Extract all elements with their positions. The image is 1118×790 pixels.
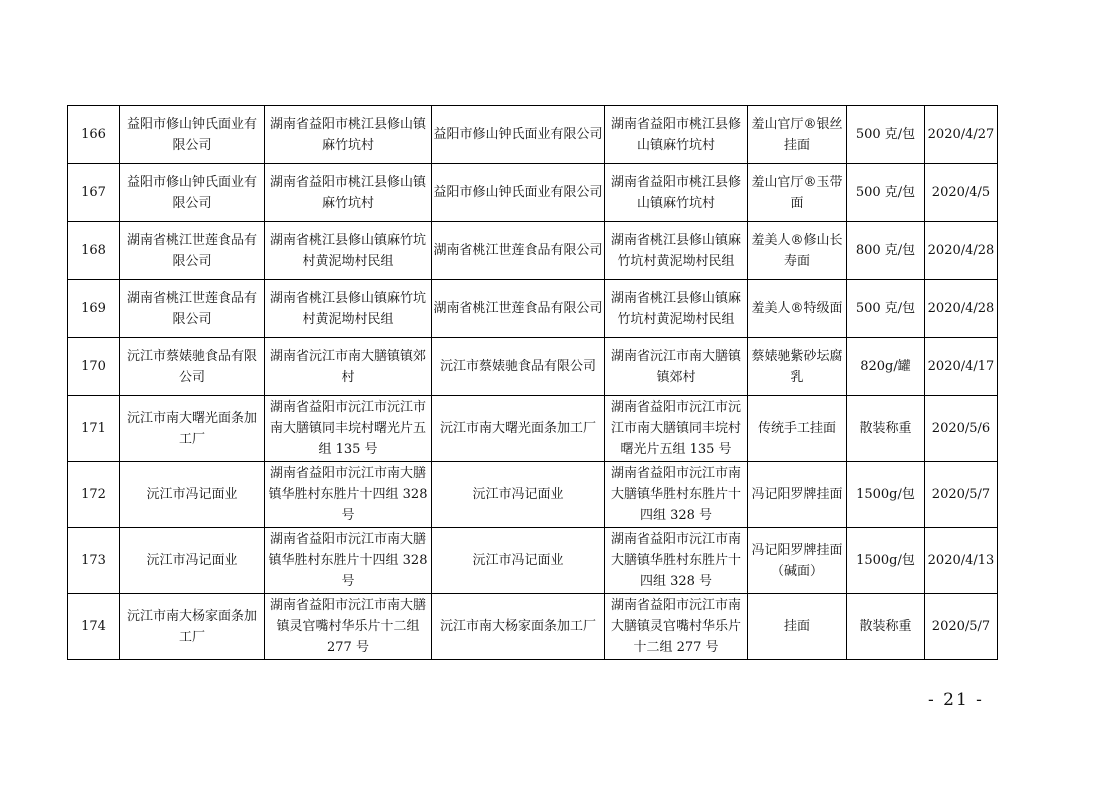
specification-cell: 散装称重 bbox=[847, 396, 925, 462]
row-number-cell: 168 bbox=[68, 222, 120, 280]
product-name-cell: 传统手工挂面 bbox=[748, 396, 847, 462]
table-row bbox=[68, 280, 998, 338]
producer-address-cell: 湖南省益阳市桃江县修山镇麻竹坑村 bbox=[265, 106, 432, 164]
row-number-cell: 172 bbox=[68, 462, 120, 528]
product-name-cell: 羞山官厅®玉带面 bbox=[748, 164, 847, 222]
production-date-cell: 2020/5/7 bbox=[925, 594, 998, 660]
producer-name-cell: 沅江市冯记面业 bbox=[120, 462, 265, 528]
entrusted-address-cell: 湖南省益阳市桃江县修山镇麻竹坑村 bbox=[605, 106, 748, 164]
entrusted-company-cell: 益阳市修山钟氏面业有限公司 bbox=[432, 106, 605, 164]
entrusted-address-cell: 湖南省益阳市沅江市沅江市南大膳镇同丰垸村曙光片五组 135 号 bbox=[605, 396, 748, 462]
producer-address-cell: 湖南省益阳市沅江市沅江市南大膳镇同丰垸村曙光片五组 135 号 bbox=[265, 396, 432, 462]
table-row bbox=[68, 164, 998, 222]
product-name-cell: 羞美人®修山长寿面 bbox=[748, 222, 847, 280]
table-row bbox=[68, 338, 998, 396]
table-row bbox=[68, 528, 998, 594]
product-name-cell: 挂面 bbox=[748, 594, 847, 660]
producer-address-cell: 湖南省沅江市南大膳镇镇郊村 bbox=[265, 338, 432, 396]
entrusted-address-cell: 湖南省益阳市桃江县修山镇麻竹坑村 bbox=[605, 164, 748, 222]
page-number: - 21 - bbox=[928, 690, 984, 710]
production-date-cell: 2020/4/28 bbox=[925, 280, 998, 338]
producer-name-cell: 沅江市冯记面业 bbox=[120, 528, 265, 594]
row-number-cell: 174 bbox=[68, 594, 120, 660]
production-date-cell: 2020/4/27 bbox=[925, 106, 998, 164]
producer-address-cell: 湖南省桃江县修山镇麻竹坑村黄泥坳村民组 bbox=[265, 280, 432, 338]
row-number-cell: 166 bbox=[68, 106, 120, 164]
entrusted-address-cell: 湖南省桃江县修山镇麻竹坑村黄泥坳村民组 bbox=[605, 222, 748, 280]
specification-cell: 500 克/包 bbox=[847, 164, 925, 222]
producer-name-cell: 湖南省桃江世莲食品有限公司 bbox=[120, 280, 265, 338]
product-name-cell: 羞山官厅®银丝挂面 bbox=[748, 106, 847, 164]
product-name-cell: 羞美人®特级面 bbox=[748, 280, 847, 338]
specification-cell: 1500g/包 bbox=[847, 462, 925, 528]
table-row bbox=[68, 462, 998, 528]
table-row bbox=[68, 396, 998, 462]
row-number-cell: 167 bbox=[68, 164, 120, 222]
entrusted-company-cell: 沅江市蔡婊驰食品有限公司 bbox=[432, 338, 605, 396]
row-number-cell: 170 bbox=[68, 338, 120, 396]
producer-name-cell: 沅江市南大曙光面条加工厂 bbox=[120, 396, 265, 462]
entrusted-company-cell: 湖南省桃江世莲食品有限公司 bbox=[432, 222, 605, 280]
table-row bbox=[68, 594, 998, 660]
entrusted-company-cell: 沅江市冯记面业 bbox=[432, 462, 605, 528]
table-row bbox=[68, 222, 998, 280]
entrusted-company-cell: 沅江市冯记面业 bbox=[432, 528, 605, 594]
product-name-cell: 冯记阳罗牌挂面 bbox=[748, 462, 847, 528]
specification-cell: 500 克/包 bbox=[847, 106, 925, 164]
producer-name-cell: 湖南省桃江世莲食品有限公司 bbox=[120, 222, 265, 280]
entrusted-company-cell: 沅江市南大曙光面条加工厂 bbox=[432, 396, 605, 462]
entrusted-company-cell: 湖南省桃江世莲食品有限公司 bbox=[432, 280, 605, 338]
entrusted-company-cell: 益阳市修山钟氏面业有限公司 bbox=[432, 164, 605, 222]
product-name-cell: 蔡婊驰紫砂坛腐乳 bbox=[748, 338, 847, 396]
production-date-cell: 2020/4/28 bbox=[925, 222, 998, 280]
entrusted-address-cell: 湖南省桃江县修山镇麻竹坑村黄泥坳村民组 bbox=[605, 280, 748, 338]
specification-cell: 800 克/包 bbox=[847, 222, 925, 280]
producer-name-cell: 益阳市修山钟氏面业有限公司 bbox=[120, 106, 265, 164]
entrusted-address-cell: 湖南省益阳市沅江市南大膳镇华胜村东胜片十四组 328 号 bbox=[605, 462, 748, 528]
entrusted-company-cell: 沅江市南大杨家面条加工厂 bbox=[432, 594, 605, 660]
producer-name-cell: 沅江市南大杨家面条加工厂 bbox=[120, 594, 265, 660]
production-date-cell: 2020/5/7 bbox=[925, 462, 998, 528]
production-date-cell: 2020/4/5 bbox=[925, 164, 998, 222]
entrusted-address-cell: 湖南省益阳市沅江市南大膳镇灵官嘴村华乐片十二组 277 号 bbox=[605, 594, 748, 660]
producer-address-cell: 湖南省益阳市沅江市南大膳镇灵官嘴村华乐片十二组 277 号 bbox=[265, 594, 432, 660]
production-date-cell: 2020/5/6 bbox=[925, 396, 998, 462]
producer-address-cell: 湖南省益阳市沅江市南大膳镇华胜村东胜片十四组 328 号 bbox=[265, 462, 432, 528]
production-date-cell: 2020/4/17 bbox=[925, 338, 998, 396]
row-number-cell: 171 bbox=[68, 396, 120, 462]
producer-name-cell: 沅江市蔡婊驰食品有限公司 bbox=[120, 338, 265, 396]
producer-address-cell: 湖南省益阳市桃江县修山镇麻竹坑村 bbox=[265, 164, 432, 222]
specification-cell: 散装称重 bbox=[847, 594, 925, 660]
entrusted-address-cell: 湖南省沅江市南大膳镇镇郊村 bbox=[605, 338, 748, 396]
specification-cell: 500 克/包 bbox=[847, 280, 925, 338]
table-body bbox=[68, 106, 998, 660]
product-name-cell: 冯记阳罗牌挂面（碱面） bbox=[748, 528, 847, 594]
producer-address-cell: 湖南省桃江县修山镇麻竹坑村黄泥坳村民组 bbox=[265, 222, 432, 280]
product-table bbox=[67, 105, 998, 660]
producer-address-cell: 湖南省益阳市沅江市南大膳镇华胜村东胜片十四组 328 号 bbox=[265, 528, 432, 594]
table-row bbox=[68, 106, 998, 164]
producer-name-cell: 益阳市修山钟氏面业有限公司 bbox=[120, 164, 265, 222]
specification-cell: 820g/罐 bbox=[847, 338, 925, 396]
row-number-cell: 173 bbox=[68, 528, 120, 594]
specification-cell: 1500g/包 bbox=[847, 528, 925, 594]
production-date-cell: 2020/4/13 bbox=[925, 528, 998, 594]
entrusted-address-cell: 湖南省益阳市沅江市南大膳镇华胜村东胜片十四组 328 号 bbox=[605, 528, 748, 594]
row-number-cell: 169 bbox=[68, 280, 120, 338]
